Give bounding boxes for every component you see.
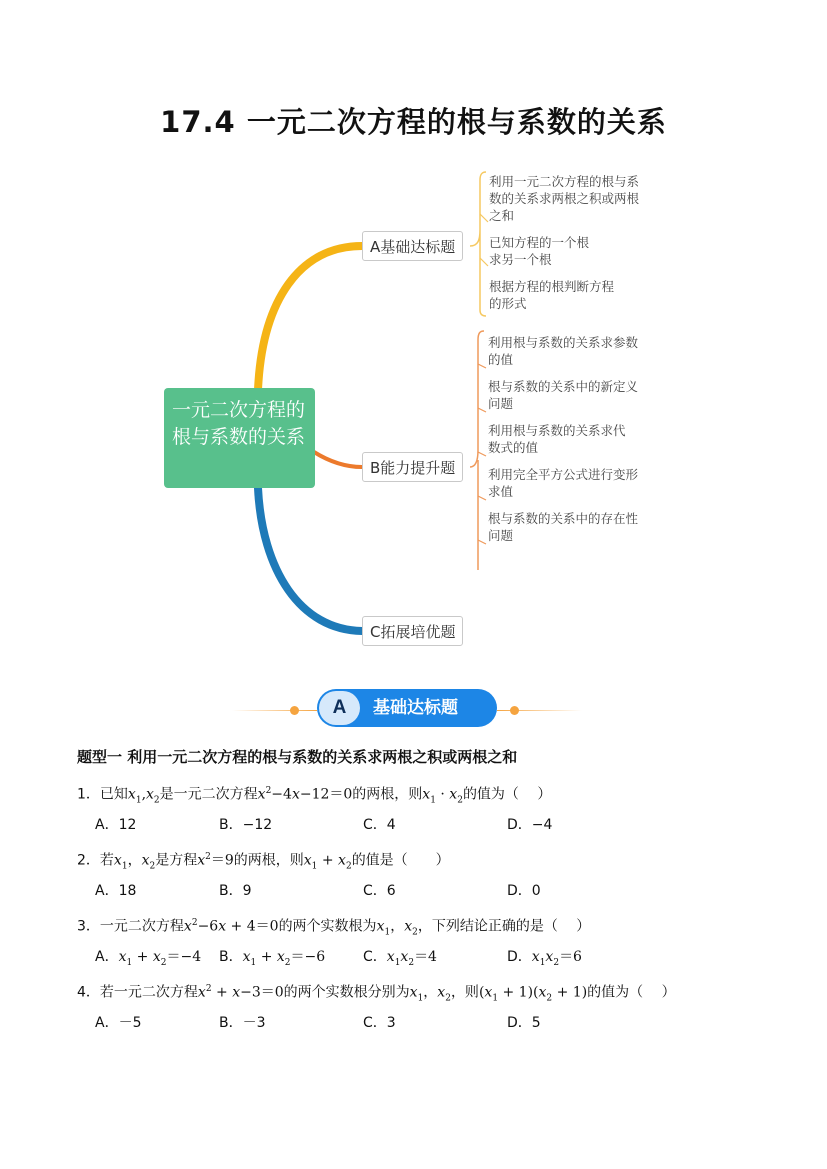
branch-b-leaf-bracket: [470, 331, 484, 570]
section-banner: [0, 686, 827, 730]
question-text: 的两个实数根分别为: [283, 984, 410, 1001]
option-c: C．6: [363, 883, 396, 899]
option-c: C．4: [363, 817, 396, 833]
question-text: ，: [127, 852, 142, 869]
option-b: B．−12: [219, 817, 273, 833]
option-a: A．12: [95, 817, 137, 833]
option-b: B．$x_1 + x_2=-6$: [219, 949, 326, 968]
question-text: 的值是（ ）: [351, 852, 450, 869]
option-c: C．$x_1x_2=4$: [363, 949, 437, 968]
question-number: 3．: [77, 918, 100, 935]
branch-a-leaf-line-2: [480, 258, 488, 266]
question-text: 的两个实数根为: [278, 918, 377, 935]
page-title: 17.4 一元二次方程的根与系数的关系: [160, 105, 667, 139]
option-c: C．3: [363, 1015, 396, 1031]
question-text: ，则: [450, 984, 479, 1001]
option-b: B．9: [219, 883, 252, 899]
option-d: D．−4: [507, 817, 553, 833]
question-text: ，: [390, 918, 405, 935]
branch-b-node: B能力提升题: [362, 452, 463, 482]
branch-a-connector: [258, 246, 362, 390]
branch-a-leaf-line-1: [480, 214, 488, 222]
branch-b-connector: [314, 452, 362, 467]
branch-b-leaf-1: 利用根与系数的关系求参数的值: [488, 335, 639, 367]
question-text: ，: [423, 984, 438, 1001]
question-number: 1．: [77, 786, 100, 803]
question-text: 已知: [99, 786, 128, 803]
branch-c-node: C拓展培优题: [362, 616, 463, 646]
branch-a-leaf-2: 已知方程的一个根求另一个根: [489, 235, 590, 267]
question-number: 4．: [77, 984, 100, 1001]
banner-left-dot: [290, 706, 299, 715]
question-text: 若一元二次方程: [99, 984, 198, 1001]
question-text: 的值为（ ）: [462, 786, 552, 803]
option-d: D．0: [507, 883, 541, 899]
branch-a-leaf-3: 根据方程的根判断方程的形式: [489, 279, 615, 311]
branch-b-leaf-line-5: [478, 540, 486, 544]
branch-a-leaf-1: 利用一元二次方程的根与系数的关系求两根之积或两根之和: [489, 174, 640, 223]
question-1: 1．已知$x_1,x_2$是一元二次方程$x^2-4x-12=0$的两根，则$x_1 \cdot x_2$的值为（ ）: [77, 786, 552, 806]
option-a: A．$x_1 + x_2=-4$: [95, 949, 202, 968]
section-pill: [317, 689, 497, 727]
question-text: 的两根，则: [352, 786, 423, 803]
section-badge: A: [319, 691, 360, 725]
branch-b-leaf-line-3: [478, 452, 486, 456]
question-2: 2．若$x_1$，$x_2$是方程$x^2=9$的两根，则$x_1 + x_2$的值是（ ）: [77, 852, 450, 872]
question-3: 3．一元二次方程$x^2-6x + 4=0$的两个实数根为$x_1$，$x_2$，下列结论正确的是（ ）: [77, 918, 591, 938]
question-4: 4．若一元二次方程$x^2 + x-3=0$的两个实数根分别为$x_1$，$x_2$，则$(x_1 + 1)(x_2 + 1)$的值为（ ）: [77, 984, 676, 1004]
option-a: A．18: [95, 883, 137, 899]
option-b: B．－3: [219, 1015, 266, 1031]
branch-b-leaf-line-4: [478, 496, 486, 500]
branch-c-connector: [258, 488, 362, 631]
branch-a-leaf-bracket: [470, 172, 486, 316]
option-a: A．－5: [95, 1015, 142, 1031]
question-text: 一元二次方程: [99, 918, 184, 935]
branch-a-node: A基础达标题: [362, 231, 463, 261]
branch-b-leaf-line-2: [478, 408, 486, 412]
question-type-heading: 题型一 利用一元二次方程的根与系数的关系求两根之积或两根之和: [77, 748, 518, 766]
branch-b-leaf-2: 根与系数的关系中的新定义问题: [488, 379, 639, 411]
banner-left-line: [232, 710, 317, 711]
question-number: 2．: [77, 852, 100, 869]
branch-b-leaf-4: 利用完全平方公式进行变形求值: [488, 467, 639, 499]
section-label: 基础达标题: [373, 698, 458, 718]
branch-b-leaf-line-1: [478, 364, 486, 368]
question-text: 是一元二次方程: [159, 786, 258, 803]
question-text: 的两根，则: [233, 852, 304, 869]
question-text: 若: [99, 852, 114, 869]
question-text: 是方程: [155, 852, 198, 869]
option-d: D．5: [507, 1015, 541, 1031]
question-text: 的值为（ ）: [587, 984, 676, 1001]
question-text: ，下列结论正确的是（ ）: [417, 918, 591, 935]
branch-b-leaf-3: 利用根与系数的关系求代数式的值: [488, 423, 626, 455]
option-d: D．$x_1x_2=6$: [507, 949, 582, 968]
banner-right-line: [497, 710, 582, 711]
mind-map-center-node: 一元二次方程的根与系数的关系: [164, 388, 315, 488]
branch-b-leaf-5: 根与系数的关系中的存在性问题: [488, 511, 639, 543]
